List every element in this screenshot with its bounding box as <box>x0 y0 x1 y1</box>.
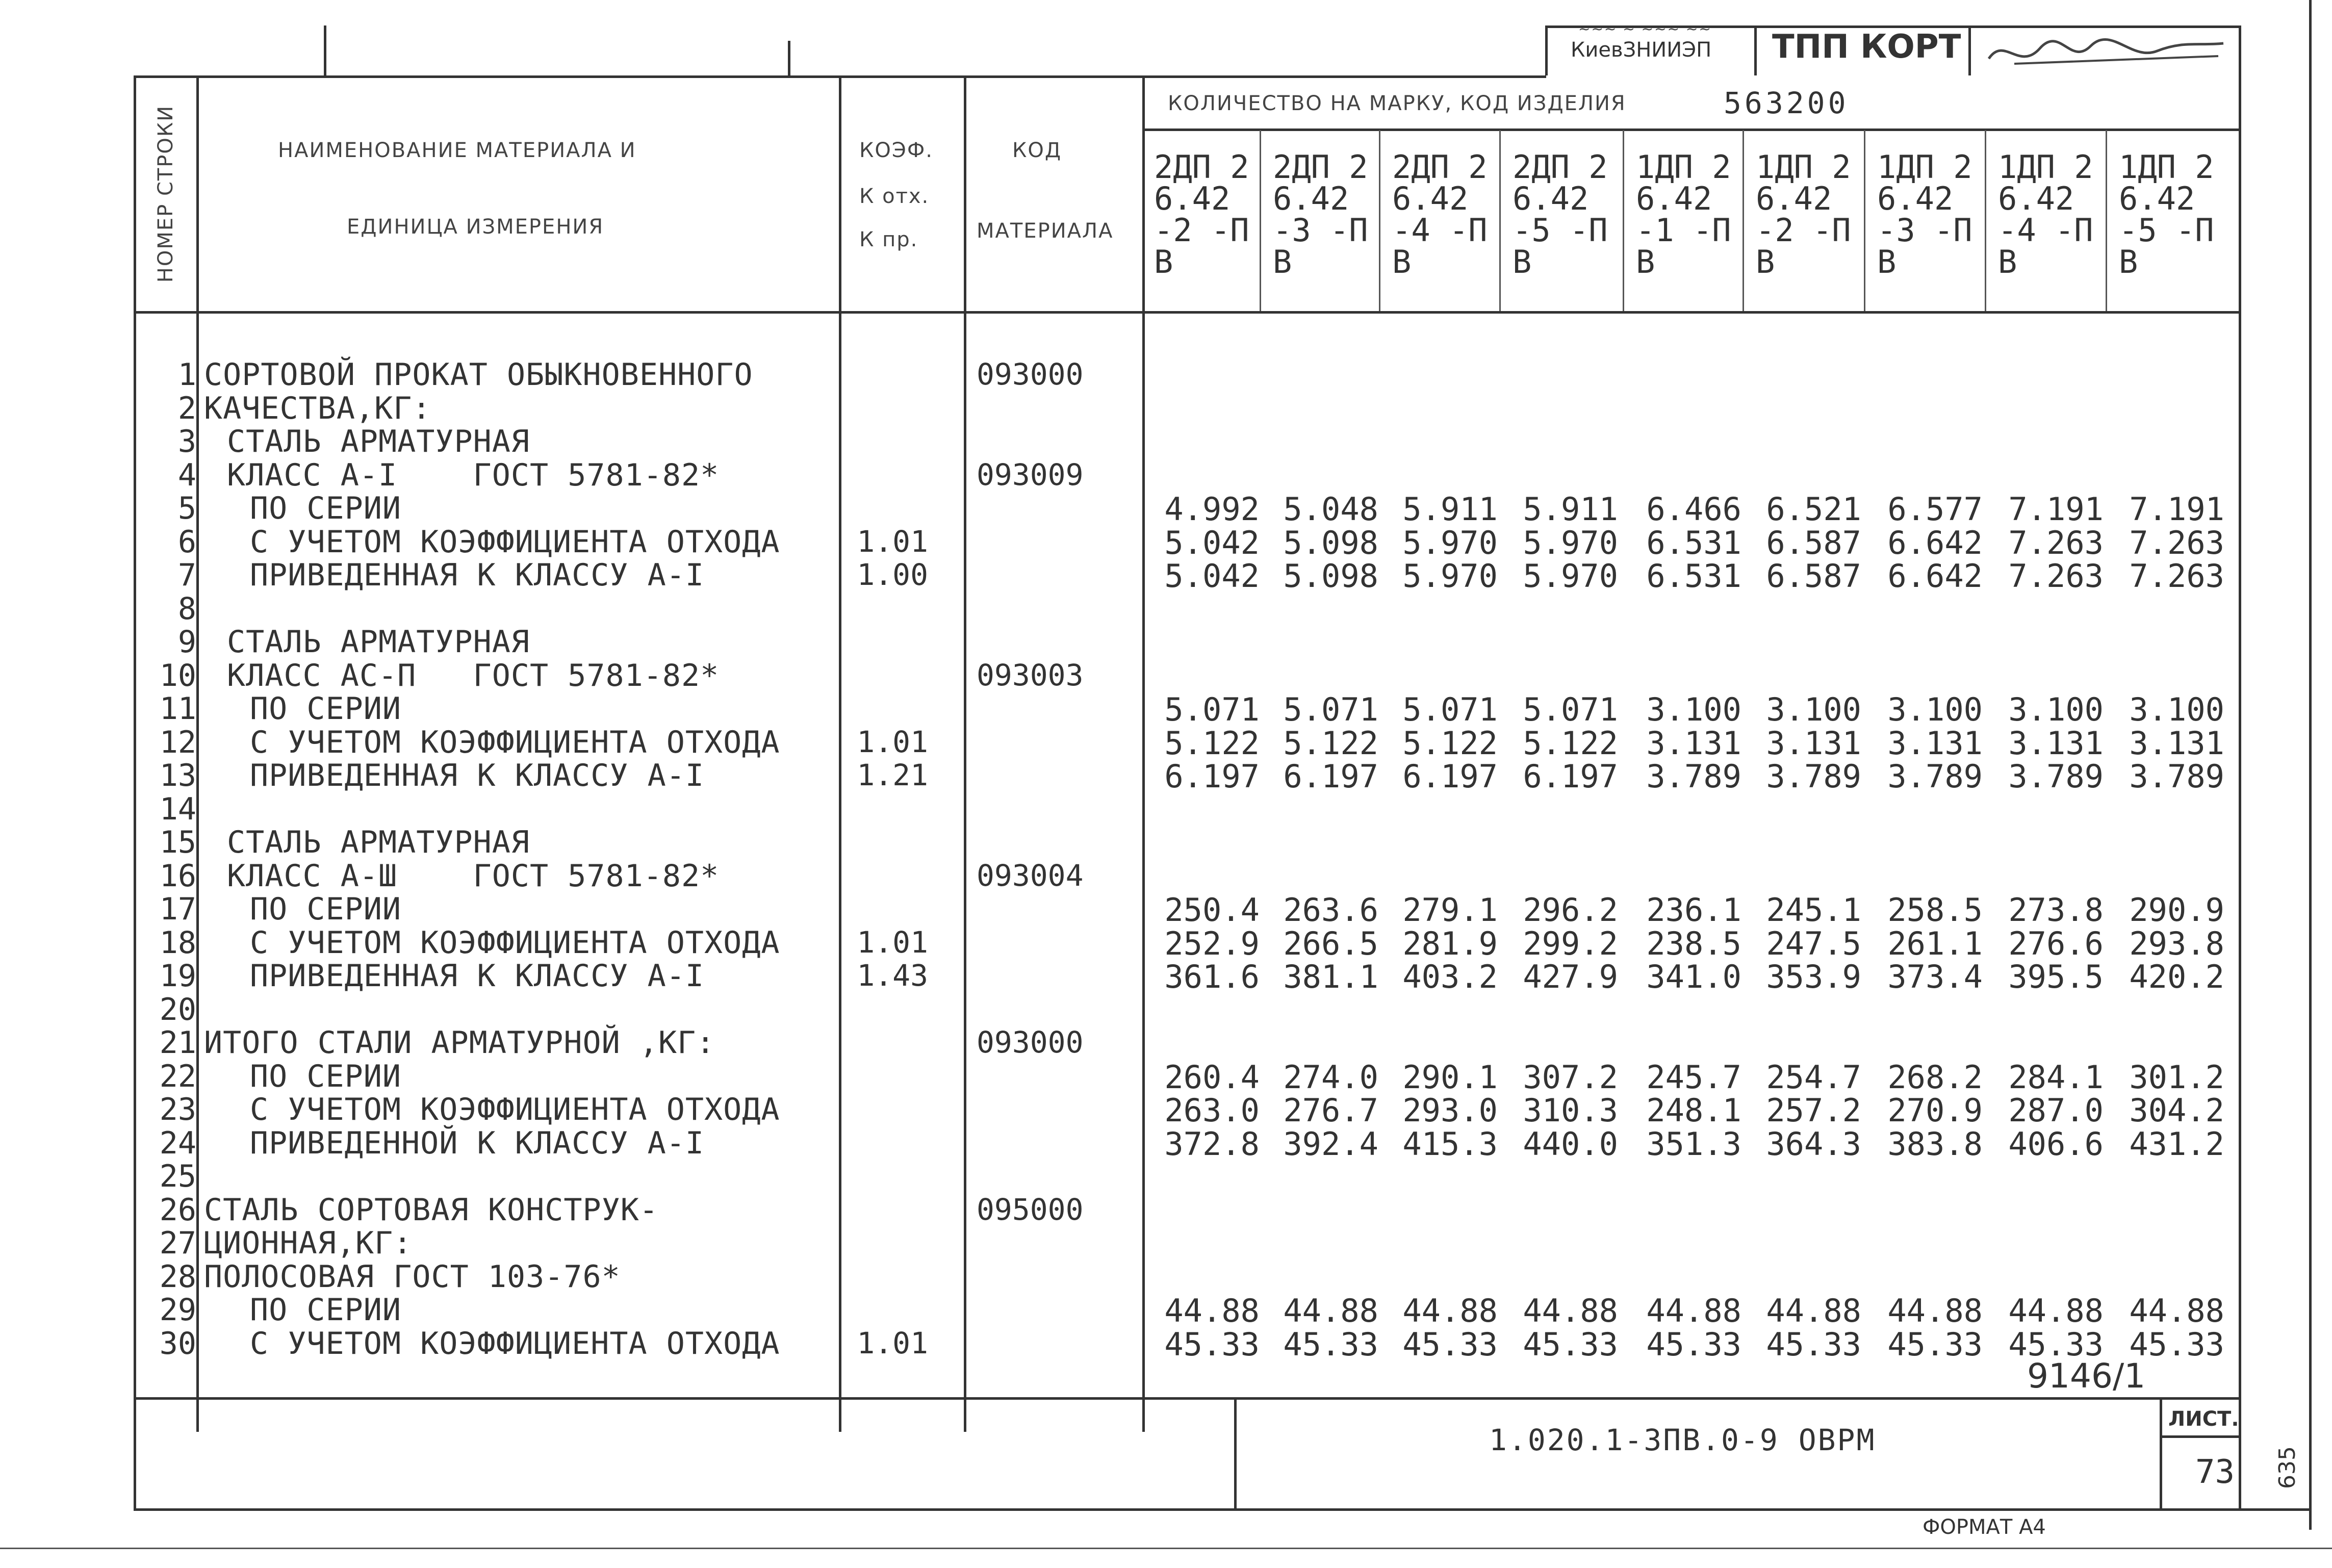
product-column-header: 1ДП 2 <box>1877 148 1972 186</box>
row-number: 30 <box>159 1326 196 1361</box>
col-name-divider <box>839 75 841 1432</box>
product-column-header: 6.42 <box>2119 180 2195 217</box>
sheet-number: 73 <box>2195 1453 2235 1491</box>
coefficient: 1.00 <box>857 557 928 592</box>
product-column-header: 1ДП 2 <box>1756 148 1851 186</box>
sheet-box-mid <box>2160 1435 2241 1438</box>
quantity-value: 5.042 <box>1164 524 1260 561</box>
quantity-value: 45.33 <box>1164 1326 1260 1363</box>
row-number: 13 <box>159 758 196 793</box>
bottom-edge <box>0 1548 2332 1549</box>
name-label-2: ЕДИНИЦА ИЗМЕРЕНИЯ <box>347 215 604 239</box>
quantity-value: 5.970 <box>1523 524 1618 561</box>
quantity-value: 5.098 <box>1283 557 1378 595</box>
quantity-value: 6.521 <box>1766 491 1861 528</box>
product-column-header: В <box>1756 243 1775 280</box>
row-number: 8 <box>177 591 196 627</box>
frame-left <box>134 75 136 1508</box>
row-number: 9 <box>177 624 196 660</box>
quantity-value: 247.5 <box>1766 925 1861 962</box>
quantity-value: 415.3 <box>1402 1125 1498 1163</box>
frame-right <box>2239 25 2241 1508</box>
quantity-value: 3.100 <box>1887 691 1983 728</box>
material-name: ПО СЕРИИ <box>250 1059 401 1094</box>
quantity-value: 274.0 <box>1283 1059 1378 1096</box>
product-column-header: 2ДП 2 <box>1273 148 1368 186</box>
quantity-value: 236.1 <box>1646 891 1741 929</box>
product-column-header: -1 -П <box>1636 212 1731 249</box>
quantity-value: 431.2 <box>2129 1125 2224 1163</box>
quantity-value: 6.587 <box>1766 557 1861 595</box>
coefficient: 1.21 <box>857 758 928 792</box>
row-number: 19 <box>159 958 196 994</box>
product-column-header: -2 -П <box>1154 212 1249 249</box>
quantity-value: 296.2 <box>1523 891 1618 929</box>
quantity-value: 6.587 <box>1766 524 1861 561</box>
quantity-value: 276.6 <box>2008 925 2104 962</box>
quantity-value: 364.3 <box>1766 1125 1861 1163</box>
col-coef-divider <box>964 75 966 1432</box>
material-name: С УЧЕТОМ КОЭФФИЦИЕНТА ОТХОДА <box>250 925 780 961</box>
quantity-value: 7.263 <box>2008 524 2104 561</box>
quantity-value: 5.071 <box>1523 691 1618 728</box>
product-column-header: 1ДП 2 <box>1636 148 1731 186</box>
quantity-value: 395.5 <box>2008 958 2104 995</box>
product-column-header: 6.42 <box>1756 180 1832 217</box>
quantity-value: 5.970 <box>1523 557 1618 595</box>
coef-label-1: КОЭФ. <box>859 139 933 162</box>
quantity-value: 257.2 <box>1766 1092 1861 1129</box>
qty-label-bottom <box>1142 128 2241 131</box>
quantity-value: 293.0 <box>1402 1092 1498 1129</box>
row-number: 12 <box>159 725 196 760</box>
coefficient: 1.01 <box>857 725 928 759</box>
row-number: 25 <box>159 1159 196 1194</box>
product-col-divider <box>1864 130 1865 311</box>
product-column-header: 6.42 <box>1392 180 1469 217</box>
coef-label-3: К пр. <box>859 228 918 251</box>
quantity-value: 45.33 <box>2129 1326 2224 1363</box>
signature-image <box>1984 31 2228 71</box>
quantity-value: 266.5 <box>1283 925 1378 962</box>
material-name: ПРИВЕДЕННАЯ К КЛАССУ А-I <box>250 557 704 593</box>
product-column-header: В <box>2119 243 2138 280</box>
quantity-value: 270.9 <box>1887 1092 1983 1129</box>
quantity-value: 3.789 <box>1887 758 1983 795</box>
quantity-value: 44.88 <box>1283 1292 1378 1329</box>
quantity-value: 5.970 <box>1402 557 1498 595</box>
quantity-value: 351.3 <box>1646 1125 1741 1163</box>
quantity-value: 5.122 <box>1164 725 1260 762</box>
row-number: 20 <box>159 992 196 1027</box>
material-name: ПРИВЕДЕННАЯ К КЛАССУ А-I <box>250 958 704 994</box>
quantity-value: 252.9 <box>1164 925 1260 962</box>
top-tick <box>324 25 326 75</box>
quantity-value: 44.88 <box>2129 1292 2224 1329</box>
quantity-value: 5.122 <box>1523 725 1618 762</box>
quantity-value: 361.6 <box>1164 958 1260 995</box>
quantity-value: 440.0 <box>1523 1125 1618 1163</box>
product-column-header: 6.42 <box>1877 180 1954 217</box>
side-mark: 635 <box>2274 1446 2300 1489</box>
product-column-header: 6.42 <box>1513 180 1589 217</box>
coefficient: 1.43 <box>857 958 928 993</box>
quantity-value: 5.970 <box>1402 524 1498 561</box>
coef-label-2: К отх. <box>859 185 930 208</box>
product-code: 563200 <box>1724 86 1849 120</box>
row-number: 29 <box>159 1292 196 1328</box>
material-name: СТАЛЬ СОРТОВАЯ КОНСТРУК- <box>204 1192 658 1228</box>
quantity-value: 44.88 <box>1523 1292 1618 1329</box>
quantity-value: 299.2 <box>1523 925 1618 962</box>
code-label-2: МАТЕРИАЛА <box>977 219 1114 243</box>
quantity-value: 381.1 <box>1283 958 1378 995</box>
quantity-value: 245.1 <box>1766 891 1861 929</box>
footer-top <box>134 1397 2241 1400</box>
stamp-divider <box>1968 25 1971 75</box>
quantity-value: 268.2 <box>1887 1059 1983 1096</box>
quantity-value: 3.789 <box>1766 758 1861 795</box>
row-number: 2 <box>177 391 196 426</box>
quantity-value: 372.8 <box>1164 1125 1260 1163</box>
row-number-label: НОМЕР СТРОКИ <box>154 105 177 283</box>
quantity-value: 3.131 <box>1646 725 1741 762</box>
material-code: 095000 <box>977 1192 1084 1227</box>
quantity-value: 392.4 <box>1283 1125 1378 1163</box>
material-code: 093003 <box>977 658 1084 692</box>
quantity-value: 5.042 <box>1164 557 1260 595</box>
quantity-value: 5.911 <box>1402 491 1498 528</box>
product-col-divider <box>1623 130 1624 311</box>
quantity-value: 5.071 <box>1283 691 1378 728</box>
row-number: 24 <box>159 1125 196 1161</box>
product-column-header: 6.42 <box>1273 180 1349 217</box>
quantity-value: 4.992 <box>1164 491 1260 528</box>
quantity-value: 3.131 <box>1766 725 1861 762</box>
quantity-value: 45.33 <box>2008 1326 2104 1363</box>
quantity-value: 6.197 <box>1523 758 1618 795</box>
doc-number: 9146/1 <box>2027 1356 2146 1396</box>
quantity-value: 260.4 <box>1164 1059 1260 1096</box>
product-column-header: -3 -П <box>1273 212 1368 249</box>
material-code: 093000 <box>977 1025 1084 1060</box>
quantity-value: 45.33 <box>1402 1326 1498 1363</box>
product-column-header: -5 -П <box>1513 212 1608 249</box>
stamp-divider <box>1754 25 1757 75</box>
quantity-value: 45.33 <box>1283 1326 1378 1363</box>
material-name: ПРИВЕДЕННОЙ К КЛАССУ А-I <box>250 1125 704 1161</box>
quantity-value: 6.197 <box>1164 758 1260 795</box>
quantity-value: 273.8 <box>2008 891 2104 929</box>
quantity-value: 5.071 <box>1402 691 1498 728</box>
material-name: КЛАСС АС-П ГОСТ 5781-82* <box>227 658 720 693</box>
quantity-value: 44.88 <box>1646 1292 1741 1329</box>
quantity-value: 284.1 <box>2008 1059 2104 1096</box>
quantity-value: 44.88 <box>1164 1292 1260 1329</box>
product-column-header: В <box>1877 243 1897 280</box>
row-number: 5 <box>177 491 196 526</box>
quantity-value: 310.3 <box>1523 1092 1618 1129</box>
quantity-value: 6.531 <box>1646 524 1741 561</box>
product-column-header: 2ДП 2 <box>1154 148 1249 186</box>
product-column-header: В <box>1392 243 1412 280</box>
quantity-value: 373.4 <box>1887 958 1983 995</box>
stamp-org: КиевЗНИИЭП <box>1571 38 1712 62</box>
product-column-header: 6.42 <box>1154 180 1231 217</box>
quantity-value: 7.263 <box>2008 557 2104 595</box>
product-column-header: 1ДП 2 <box>1998 148 2093 186</box>
product-column-header: 6.42 <box>1636 180 1712 217</box>
stamp-divider <box>1545 25 1548 75</box>
row-number: 26 <box>159 1192 196 1228</box>
quantity-value: 5.122 <box>1283 725 1378 762</box>
quantity-value: 281.9 <box>1402 925 1498 962</box>
product-col-divider <box>1985 130 1986 311</box>
quantity-value: 44.88 <box>1402 1292 1498 1329</box>
quantity-value: 3.100 <box>2008 691 2104 728</box>
material-name: СТАЛЬ АРМАТУРНАЯ <box>227 424 530 459</box>
product-column-header: 1ДП 2 <box>2119 148 2214 186</box>
quantity-value: 301.2 <box>2129 1059 2224 1096</box>
quantity-value: 7.263 <box>2129 557 2224 595</box>
quantity-value: 6.642 <box>1887 557 1983 595</box>
product-column-header: -4 -П <box>1392 212 1488 249</box>
quantity-value: 263.0 <box>1164 1092 1260 1129</box>
sheet-box-left <box>2160 1397 2162 1508</box>
header-bottom <box>134 311 2241 314</box>
outer-right <box>2309 0 2312 1530</box>
quantity-value: 263.6 <box>1283 891 1378 929</box>
material-name: ЦИОННАЯ,КГ: <box>204 1225 413 1261</box>
quantity-value: 3.131 <box>2008 725 2104 762</box>
row-number: 10 <box>159 658 196 693</box>
quantity-value: 238.5 <box>1646 925 1741 962</box>
quantity-value: 6.197 <box>1402 758 1498 795</box>
quantity-value: 276.7 <box>1283 1092 1378 1129</box>
quantity-value: 307.2 <box>1523 1059 1618 1096</box>
material-code: 093009 <box>977 457 1084 492</box>
quantity-value: 6.197 <box>1283 758 1378 795</box>
row-number: 28 <box>159 1259 196 1295</box>
quantity-value: 353.9 <box>1766 958 1861 995</box>
material-name: КАЧЕСТВА,КГ: <box>204 391 431 426</box>
row-number: 3 <box>177 424 196 459</box>
quantity-value: 3.100 <box>1766 691 1861 728</box>
quantity-value: 261.1 <box>1887 925 1983 962</box>
product-column-header: В <box>1513 243 1532 280</box>
product-column-header: -2 -П <box>1756 212 1851 249</box>
format-label: ФОРМАТ А4 <box>1923 1515 2046 1539</box>
quantity-value: 341.0 <box>1646 958 1741 995</box>
row-number: 7 <box>177 557 196 593</box>
row-number: 27 <box>159 1225 196 1261</box>
product-col-divider <box>1499 130 1501 311</box>
product-column-header: -5 -П <box>2119 212 2214 249</box>
quantity-value: 45.33 <box>1887 1326 1983 1363</box>
quantity-value: 245.7 <box>1646 1059 1741 1096</box>
quantity-value: 420.2 <box>2129 958 2224 995</box>
quantity-value: 406.6 <box>2008 1125 2104 1163</box>
material-name: СТАЛЬ АРМАТУРНАЯ <box>227 624 530 660</box>
quantity-value: 6.642 <box>1887 524 1983 561</box>
product-column-header: 2ДП 2 <box>1392 148 1488 186</box>
material-name: ПО СЕРИИ <box>250 1292 401 1328</box>
product-col-divider <box>1260 130 1261 311</box>
row-number: 15 <box>159 825 196 860</box>
stamp-dept: ТПП КОРТ <box>1772 28 1961 66</box>
row-number: 6 <box>177 524 196 560</box>
quantity-label: КОЛИЧЕСТВО НА МАРКУ, КОД ИЗДЕЛИЯ <box>1168 92 1626 115</box>
quantity-value: 287.0 <box>2008 1092 2104 1129</box>
quantity-value: 383.8 <box>1887 1125 1983 1163</box>
code-label-1: КОД <box>1012 139 1062 162</box>
material-name: ПО СЕРИИ <box>250 491 401 526</box>
material-name: ПО СЕРИИ <box>250 691 401 727</box>
quantity-value: 3.789 <box>1646 758 1741 795</box>
material-name: ПОЛОСОВАЯ ГОСТ 103-76* <box>204 1259 621 1295</box>
quantity-value: 7.263 <box>2129 524 2224 561</box>
designation: 1.020.1-3ПВ.0-9 ОВРМ <box>1489 1423 1876 1457</box>
row-number: 23 <box>159 1092 196 1127</box>
quantity-value: 44.88 <box>1887 1292 1983 1329</box>
material-name: С УЧЕТОМ КОЭФФИЦИЕНТА ОТХОДА <box>250 1092 780 1127</box>
product-col-divider <box>1742 130 1744 311</box>
coefficient: 1.01 <box>857 524 928 559</box>
quantity-value: 248.1 <box>1646 1092 1741 1129</box>
product-column-header: В <box>1273 243 1292 280</box>
product-column-header: В <box>1998 243 2017 280</box>
name-label-1: НАИМЕНОВАНИЕ МАТЕРИАЛА И <box>278 139 636 162</box>
row-number: 14 <box>159 791 196 827</box>
quantity-value: 279.1 <box>1402 891 1498 929</box>
quantity-value: 5.098 <box>1283 524 1378 561</box>
quantity-value: 3.131 <box>2129 725 2224 762</box>
sheet-label: ЛИСТ. <box>2168 1407 2239 1431</box>
material-name: КЛАСС А-I ГОСТ 5781-82* <box>227 457 720 493</box>
product-column-header: -4 -П <box>1998 212 2093 249</box>
product-col-divider <box>1379 130 1380 311</box>
product-column-header: В <box>1636 243 1655 280</box>
row-number: 21 <box>159 1025 196 1061</box>
product-column-header: 6.42 <box>1998 180 2074 217</box>
row-number: 18 <box>159 925 196 961</box>
quantity-value: 290.9 <box>2129 891 2224 929</box>
quantity-value: 403.2 <box>1402 958 1498 995</box>
quantity-value: 254.7 <box>1766 1059 1861 1096</box>
material-name: СОРТОВОЙ ПРОКАТ ОБЫКНОВЕННОГО <box>204 357 753 393</box>
quantity-value: 7.191 <box>2008 491 2104 528</box>
material-name: С УЧЕТОМ КОЭФФИЦИЕНТА ОТХОДА <box>250 725 780 760</box>
product-column-header: 2ДП 2 <box>1513 148 1608 186</box>
quantity-value: 6.577 <box>1887 491 1983 528</box>
material-name: ПРИВЕДЕННАЯ К КЛАССУ А-I <box>250 758 704 793</box>
quantity-value: 250.4 <box>1164 891 1260 929</box>
quantity-value: 5.911 <box>1523 491 1618 528</box>
row-number: 22 <box>159 1059 196 1094</box>
quantity-value: 45.33 <box>1646 1326 1741 1363</box>
material-name: КЛАСС А-Ш ГОСТ 5781-82* <box>227 858 720 894</box>
quantity-value: 304.2 <box>2129 1092 2224 1129</box>
quantity-value: 5.048 <box>1283 491 1378 528</box>
quantity-value: 293.8 <box>2129 925 2224 962</box>
quantity-value: 6.531 <box>1646 557 1741 595</box>
stamp-org-small: ~~~ ~ ~~~ ~~ <box>1578 20 1712 37</box>
product-column-header: В <box>1154 243 1173 280</box>
top-tick <box>788 41 790 75</box>
row-number: 16 <box>159 858 196 894</box>
quantity-value: 427.9 <box>1523 958 1618 995</box>
quantity-value: 290.1 <box>1402 1059 1498 1096</box>
footer-divider <box>1234 1397 1237 1508</box>
row-number: 17 <box>159 891 196 927</box>
coefficient: 1.01 <box>857 1326 928 1360</box>
quantity-value: 3.131 <box>1887 725 1983 762</box>
quantity-value: 6.466 <box>1646 491 1741 528</box>
quantity-value: 3.100 <box>2129 691 2224 728</box>
material-name: С УЧЕТОМ КОЭФФИЦИЕНТА ОТХОДА <box>250 524 780 560</box>
quantity-value: 3.789 <box>2008 758 2104 795</box>
material-name: ПО СЕРИИ <box>250 891 401 927</box>
quantity-value: 45.33 <box>1766 1326 1861 1363</box>
material-code: 093004 <box>977 858 1084 893</box>
frame-bottom <box>134 1508 2311 1511</box>
quantity-value: 5.122 <box>1402 725 1498 762</box>
material-code: 093000 <box>977 357 1084 392</box>
product-column-header: -3 -П <box>1877 212 1972 249</box>
quantity-value: 44.88 <box>1766 1292 1861 1329</box>
material-name: ИТОГО СТАЛИ АРМАТУРНОЙ ,КГ: <box>204 1025 715 1061</box>
quantity-value: 5.071 <box>1164 691 1260 728</box>
quantity-value: 44.88 <box>2008 1292 2104 1329</box>
product-col-divider <box>2106 130 2107 311</box>
row-number: 4 <box>177 457 196 493</box>
quantity-value: 3.789 <box>2129 758 2224 795</box>
quantity-value: 7.191 <box>2129 491 2224 528</box>
coefficient: 1.01 <box>857 925 928 960</box>
quantity-value: 45.33 <box>1523 1326 1618 1363</box>
row-number: 11 <box>159 691 196 727</box>
row-number: 1 <box>177 357 196 393</box>
quantity-value: 3.100 <box>1646 691 1741 728</box>
material-name: СТАЛЬ АРМАТУРНАЯ <box>227 825 530 860</box>
quantity-value: 258.5 <box>1887 891 1983 929</box>
col-rownum-divider <box>196 75 199 1432</box>
material-name: С УЧЕТОМ КОЭФФИЦИЕНТА ОТХОДА <box>250 1326 780 1361</box>
